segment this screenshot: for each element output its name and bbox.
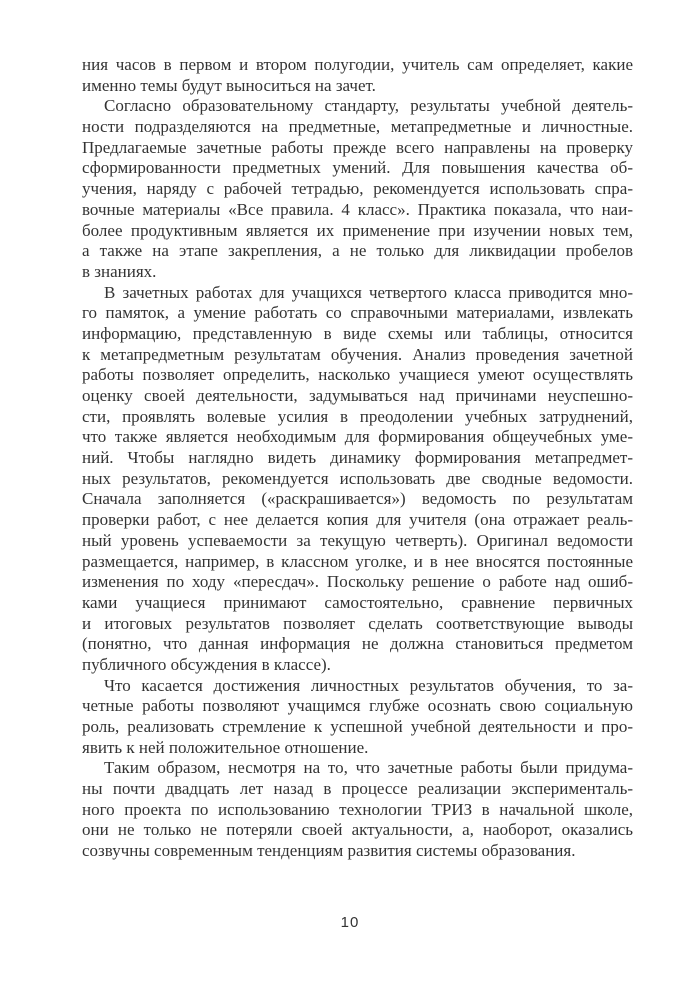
paragraph <box>82 55 633 96</box>
text-line: го памяток, а умение работать со справочными материалами, извлекать <box>82 303 633 323</box>
text-line: В зачетных работах для учащихся четвертого класса приводится мно- <box>104 282 633 302</box>
text-line: работы позволяет определить, насколько учащиеся умеют осуществлять <box>82 365 633 385</box>
text-line: размещается, например, в классном уголке, и в нее вносятся постоянные <box>82 551 633 571</box>
text-line: более продуктивным является их применение при изучении новых тем, <box>82 220 633 240</box>
text-line: проверки работ, с нее делается копия для учителя (она отражает реаль- <box>82 510 633 530</box>
text-line: ности подразделяются на предметные, метапредметные и личностные. <box>82 117 633 137</box>
text-line: созвучны современным тенденциям развития системы образования. <box>82 841 576 861</box>
text-line: информацию, представленную в виде схемы или таблицы, относится <box>82 323 633 343</box>
text-line: роль, реализовать стремление к успешной учебной деятельности и про- <box>82 717 633 736</box>
text-line: оценку своей деятельности, задумываться над причинами неуспешно- <box>82 386 633 405</box>
text-line: ных результатов, рекомендуется использовать две сводные ведомости. <box>82 468 633 488</box>
text-line: ны почти двадцать лет назад в процессе реализации эксперименталь- <box>82 779 633 799</box>
text-line: ного проекта по использованию технологии ТРИЗ в начальной школе, <box>82 799 633 819</box>
text-line: Таким образом, несмотря на то, что зачетные работы были придума- <box>104 758 633 778</box>
text-line: ками учащиеся принимают самостоятельно, сравнение первичных <box>82 592 633 612</box>
page-number: 10 <box>340 914 360 931</box>
text-line: (понятно, что данная информация не должна становиться предметом <box>82 634 633 654</box>
text-line: сти, проявлять волевые усилия в преодолении учебных затруднений, <box>82 406 633 426</box>
text-line: ния часов в первом и втором полугодии, учитель сам определяет, какие <box>82 55 633 74</box>
text-line: публичного обсуждения в классе). <box>82 654 331 674</box>
text-line: изменения по ходу «пересдач». Поскольку решение о работе над ошиб- <box>82 572 633 592</box>
paragraph <box>82 676 633 759</box>
text-line: ний. Чтобы наглядно видеть динамику формирования метапредмет- <box>82 448 633 468</box>
text-line: Согласно образовательному стандарту, результаты учебной деятель- <box>104 96 633 116</box>
text-line: Сначала заполняется («раскрашивается») ведомость по результатам <box>82 489 633 509</box>
text-line: они не только не потеряли своей актуальности, а, наоборот, оказались <box>82 820 633 840</box>
text-line: вочные материалы «Все правила. 4 класс». Практика показала, что наи- <box>82 199 633 219</box>
body-text <box>82 55 633 862</box>
paragraph <box>82 283 633 676</box>
text-line: что также является необходимым для формирования общеучебных уме- <box>82 427 633 447</box>
text-line: Что касается достижения личностных результатов обучения, то за- <box>104 675 633 695</box>
text-line: Предлагаемые зачетные работы прежде всего направлены на проверку <box>82 137 633 157</box>
text-line: к метапредметным результатам обучения. Анализ проведения зачетной <box>82 344 633 364</box>
text-line: именно темы будут выноситься на зачет. <box>82 75 376 95</box>
paragraph <box>82 96 633 282</box>
text-line: учения, наряду с рабочей тетрадью, рекомендуется использовать спра- <box>82 179 633 199</box>
page-footer <box>0 914 700 932</box>
text-line: в знаниях. <box>82 261 157 281</box>
text-line: четные работы позволяют учащимся глубже осознать свою социальную <box>82 696 633 716</box>
paragraph <box>82 758 633 861</box>
text-line: и итоговых результатов позволяет сделать соответствующие выводы <box>82 613 633 633</box>
text-line: а также на этапе закрепления, а не только для ликвидации пробелов <box>82 241 633 261</box>
text-line: явить к ней положительное отношение. <box>82 737 369 757</box>
text-line: сформированности предметных умений. Для повышения качества об- <box>82 158 633 178</box>
text-line: ный уровень успеваемости за текущую четверть). Оригинал ведомости <box>82 530 633 550</box>
